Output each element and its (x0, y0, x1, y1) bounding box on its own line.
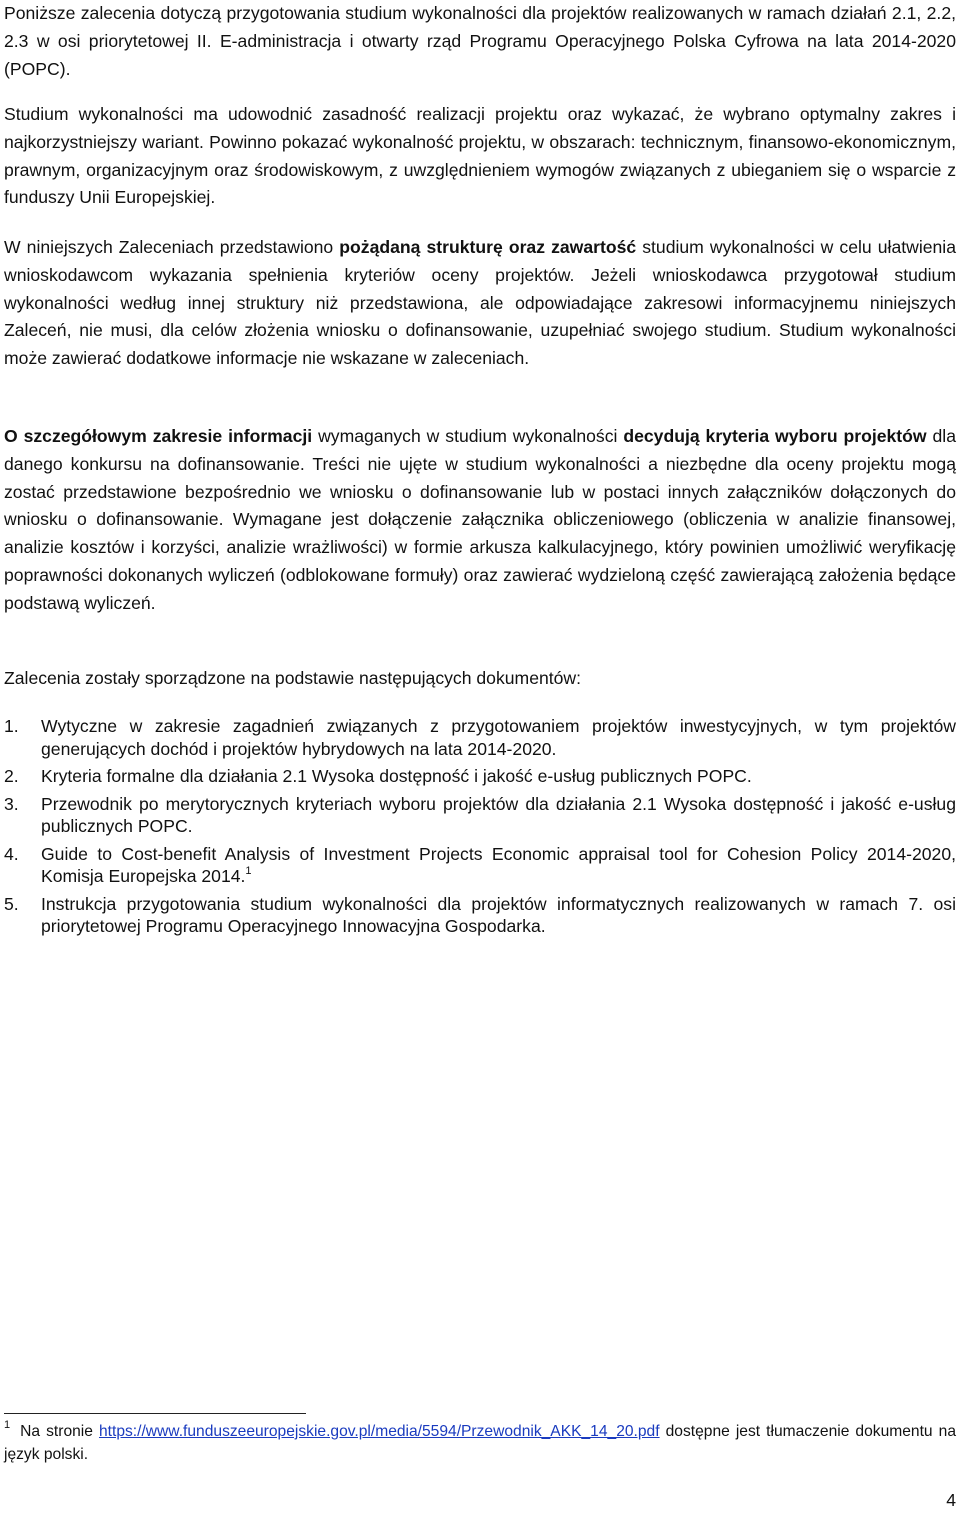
scope-emphasis-1: O szczegółowym zakresie informacji (4, 426, 313, 446)
footnote-text-after: dostępne jest tłumaczenie dokumentu na język polski. (4, 1423, 956, 1463)
scope-text-2: dla danego konkursu na dofinansowanie. Treści nie ujęte w studium wykonalności a niezbędne dla oceny projektu mogą zostać przedstawione bezpośrednio we wniosku o dofinansowanie lub w postaci innych załączników dołączonych do wniosku o dofinansowanie. Wymagane jest dołączenie załącznika obliczeniowego (obliczenia w analizie finansowej, analizie kosztów i korzyści, analizie wrażliwości) w formie arkusza kalkulacyjnego, który powinien umożliwić weryfikację poprawności dokonanych wyliczeń (odblokowane formuły) oraz zawierać wydzieloną część zawierającą założenia będące podstawą wyliczeń. (4, 426, 957, 613)
page-number: 4 (946, 1490, 956, 1510)
structure-text-1: W niniejszych Zaleceniach przedstawiono (4, 237, 340, 257)
list-item (4, 843, 956, 888)
structure-emphasis: pożądaną strukturę oraz zawartość (339, 237, 637, 257)
list-item-number: 5. (4, 893, 19, 914)
footnote-divider (4, 1413, 306, 1414)
list-item-text: Guide to Cost-benefit Analysis of Investment Projects Economic appraisal tool for Cohesion Policy 2014-2020, Komisja Europejska 2014. (41, 843, 956, 886)
structure-paragraph (4, 234, 956, 373)
list-item-number: 3. (4, 793, 19, 814)
list-item-text: Instrukcja przygotowania studium wykonalności dla projektów informatycznych realizowanych w ramach 7. osi priorytetowej Programu Operacyjnego Innowacyjna Gospodarka. (41, 893, 956, 936)
list-item-number: 1. (4, 716, 19, 736)
scope-paragraph (4, 423, 956, 618)
intro-paragraph: Poniższe zalecenia dotyczą przygotowania studium wykonalności dla projektów realizowanych w ramach działań 2.1, 2.2, 2.3 w osi priorytetowej II. E-administracja i otwarty rząd Programu Operacyjnego Polska Cyfrowa na lata 2014-2020 (POPC). (4, 3, 956, 79)
footnote (4, 1420, 956, 1466)
footnote-mark: 1 (4, 1419, 11, 1431)
list-item-text: Przewodnik po merytorycznych kryteriach wyboru projektów dla działania 2.1 Wysoka dostępność i jakość e-usług publicznych POPC. (41, 793, 956, 836)
scope-text-1: wymaganych w studium wykonalności (312, 426, 624, 446)
documents-list (4, 715, 956, 943)
list-item (4, 765, 956, 788)
list-item-number: 2. (4, 766, 19, 786)
purpose-paragraph: Studium wykonalności ma udowodnić zasadność realizacji projektu oraz wykazać, że wybrano optymalny zakres i najkorzystniejszy wariant. Powinno pokazać wykonalność projektu, w obszarach: technicznym, finansowo-ekonomicznym, prawnym, organizacyjnym oraz środowiskowym, z uwzględnieniem wymogów związanych z ubieganiem się o wsparcie z funduszy Unii Europejskiej. (4, 104, 956, 208)
structure-text-2: studium wykonalności w celu ułatwienia wnioskodawcom wykazania spełnienia kryteriów oceny projektów. Jeżeli wnioskodawca przygotował studium wykonalności według innej struktury niż przedstawiona, ale odpowiadające zakresowi informacyjnemu niniejszych Zaleceń, nie musi, dla celów złożenia wniosku o dofinansowanie, uzupełniać swojego studium. Studium wykonalności może zawierać dodatkowe informacje nie wskazane w zaleceniach. (4, 237, 956, 369)
list-item-text: Wytyczne w zakresie zagadnień związanych z przygotowaniem projektów inwestycyjnych, w tym projektów generujących dochód i projektów hybrydowych na lata 2014-2020. (41, 716, 956, 759)
list-item-number: 4. (4, 843, 19, 864)
scope-emphasis-2: decydują kryteria wyboru projektów (623, 426, 927, 446)
list-item (4, 793, 956, 838)
list-item (4, 715, 956, 760)
list-item-text: Kryteria formalne dla działania 2.1 Wysoka dostępność i jakość e-usług publicznych POPC. (41, 766, 752, 786)
footnote-reference[interactable]: 1 (245, 865, 252, 877)
sources-intro: Zalecenia zostały sporządzone na podstawie następujących dokumentów: (4, 668, 582, 688)
list-item (4, 893, 956, 938)
footnote-text-before: Na stronie (20, 1423, 99, 1440)
footnote-link[interactable]: https://www.funduszeeuropejskie.gov.pl/media/5594/Przewodnik_AKK_14_20.pdf (98, 1423, 660, 1440)
